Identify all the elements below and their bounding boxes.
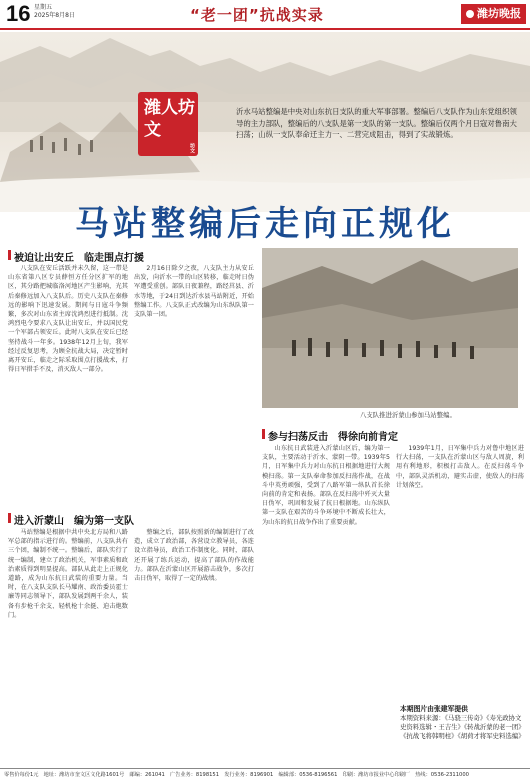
- historical-photo: [262, 248, 518, 408]
- badge-subtext: 坊文: [189, 143, 195, 153]
- troops-photo-illustration: [262, 248, 518, 408]
- issue-date: [34, 4, 75, 20]
- article-paragraph: 八支队在安丘活跃并未久留，这一带是山东省第八区专员薛恒方任分区扩军的地区，其分路把城临洛河地区产生影响，光其后秦修远加入八支队后。历史八支队在秦修远的影响下迅速发展。期间与日寇斗争频繁，多次对山东省主席沈鸿烈进行抵制。沈鸿烈电令要求八支队让出安丘，并以国民党一个军部占领安丘。此时八支队在安丘已经坚持战斗一年多。1938年12月上旬，我军经过反复思考，为顾全抗战大局，决定暂时离开安丘，临走之际采取围点打援战术，打得日军措手不及，消灭敌人一部分。: [8, 265, 128, 374]
- brand-name: 潍坊晚报: [477, 7, 521, 20]
- column-title: “老一团”抗战实录: [190, 6, 324, 24]
- article-paragraph: 整编之后，部队按照新的编制进行了改造，成立了政治部，各营设立教导员，各连设立指导员，政治工作制度化。同时，部队还开展了练兵运动，提高了部队的作战能力。部队在沂蒙山区开展游击战争，多次打击日伪军，取得了一定的战绩。: [134, 529, 254, 583]
- source-note: 本期资料来源：《马骁三传奇》《寿光政协文史资料选辑・王吉生》《转战沂蒙的老一团》《抗战飞将韩明柱》《胡荷才将军史料选编》: [400, 714, 525, 740]
- weekday: 星期五: [34, 4, 53, 11]
- page-header: [0, 0, 530, 30]
- section-title-3: 参与扫荡反击 得徐向前肯定: [262, 428, 398, 443]
- brand-logo-icon: [466, 10, 474, 18]
- page-number: 16: [6, 1, 31, 26]
- image-credit: 本期图片由张建军提供: [400, 705, 468, 713]
- section-title-1: 被迫让出安丘 临走围点打援: [8, 249, 144, 264]
- newspaper-brand: [461, 4, 526, 24]
- section-title-2: 进入沂蒙山 编为第一支队: [8, 512, 134, 527]
- badge-text: 潍人坊文: [144, 98, 195, 140]
- article-paragraph: 2月16日除夕之夜，八支队主力从安丘出发，向沂水一带的山区转移，临走时日伪军遭受重创。部队日夜兼程，路经莒县、沂水等地，于24日到达沂水县马站附近，开始整编工作。八支队正式改编为山东纵队第一支队第一团。: [134, 265, 254, 319]
- column-badge: [138, 92, 198, 156]
- article-paragraph: 山东抗日武装进入沂蒙山区后，编为第一支队，主要活动于沂水、蒙阴一带。1939年5月，日军集中兵力对山东抗日根据地进行大规模扫荡。第一支队奉命参加反扫荡作战，在战斗中英勇顽强，受到了八路军第一纵队首长徐向前的肯定和表扬。部队在反扫荡中歼灭大量日伪军，巩固和发展了抗日根据地。山东纵队第一支队在艰苦的斗争环境中不断成长壮大，为山东的抗日战争作出了重要贡献。: [262, 445, 390, 526]
- article-headline: 马站整编后走向正规化: [75, 204, 455, 244]
- photo-caption: 八支队推进沂蒙山参加马站整编。: [360, 411, 456, 419]
- article-paragraph: 马站整编是根据中共中央北方局和八路军总部的指示进行的。整编前，八支队共有三个团，编制不统一。整编后，部队实行了统一编制，建立了政治机关，军事素质和政治素质得到明显提高。部队从此走上正规化道路，成为山东抗日武装的重要力量。当时，在八支队支队长马耀南、政治委员霍士廉等同志领导下，部队发展到两千余人，装备有步枪千余支、轻机枪十余挺、迫击炮数门。: [8, 529, 128, 619]
- date: 2025年8月8日: [34, 12, 75, 19]
- hero-banner: [0, 32, 530, 212]
- article-intro: 沂水马站整编是中央对山东抗日支队的重大军事部署。整编后八支队作为山东党组织领导的主力部队，整编后的八支队是第一支队的第一支队。整编后仅两个月日寇对鲁南大扫荡；山纵一支队奉命迁主力一、二营完成阻击，得到了实战锻炼。: [236, 107, 517, 139]
- page-footer: 零售价每份1元 地址：潍坊市奎文区文化路1601号 邮编：261041 广告业务：8198151 发行业务：8196901 编辑部：0536-8196561 印刷：潍坊市报业中心印刷厂 热线：0536-2311000: [0, 768, 530, 782]
- article-paragraph: 1939年1月，日军集中兵力对鲁中地区进行大扫荡，一支队在沂蒙山区与敌人周旋，利用有利地形，积极打击敌人。在反扫荡斗争中，部队灵活机动，避实击虚，使敌人的扫荡计划落空。: [396, 445, 524, 489]
